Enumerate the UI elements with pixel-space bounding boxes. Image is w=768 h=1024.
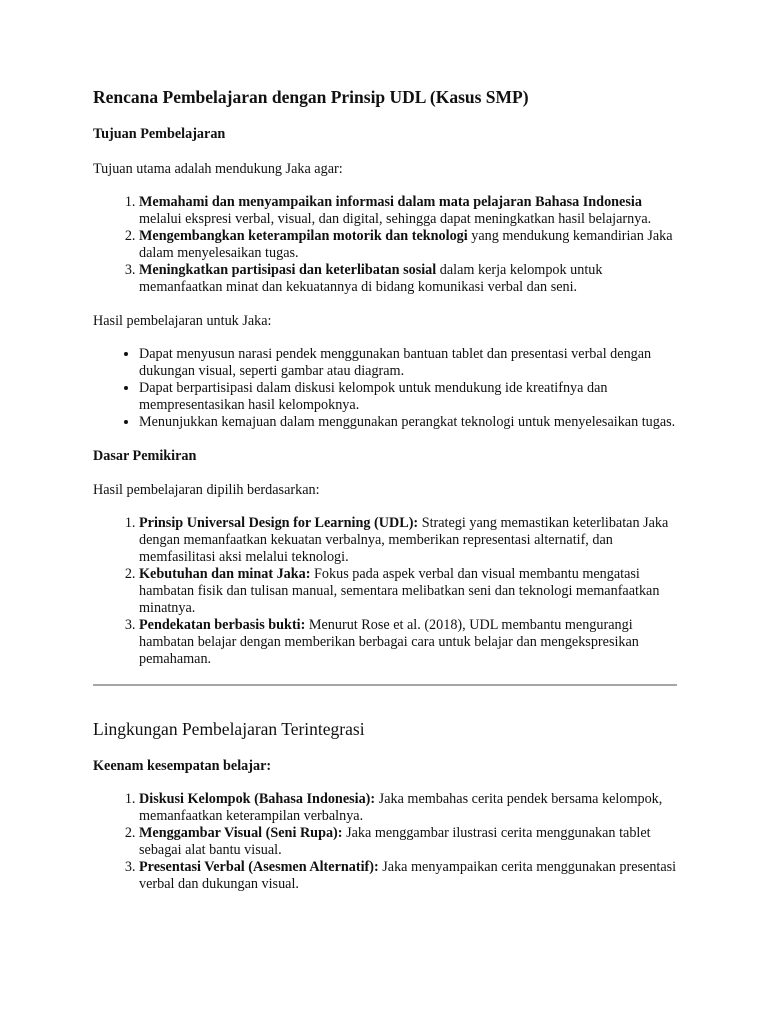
list-item: • Menunjukkan kemajuan dalam menggunakan perangkat teknologi untuk menyelesaikan tugas. [139,414,677,431]
tujuan-intro: Tujuan utama adalah mendukung Jaka agar: [93,161,343,177]
tujuan-list [93,194,677,296]
dasar-intro: Hasil pembelajaran dipilih berdasarkan: [93,482,320,498]
item-bold: Menggambar Visual (Seni Rupa): [139,825,343,841]
dasar-list [93,515,677,668]
hasil-intro: Hasil pembelajaran untuk Jaka: [93,313,272,329]
item-bold: Memahami dan menyampaikan informasi dalam mata pelajaran Bahasa Indonesia [139,194,642,210]
hasil-list [93,346,677,431]
list-item [139,617,677,668]
heading-kesempatan: Keenam kesempatan belajar: [93,758,272,774]
item-bold: Prinsip Universal Design for Learning (UDL): [139,515,419,531]
item-bold: Presentasi Verbal (Asesmen Alternatif): [139,859,379,875]
item-text: Jaka menggambar ilustrasi cerita menggunakan tablet sebagai alat bantu visual. [139,825,651,858]
item-bold: Pendekatan berbasis bukti: [139,617,306,633]
heading-dasar: Dasar Pemikiran [93,448,197,464]
list-item [139,515,677,566]
item-text: Fokus pada aspek verbal dan visual membantu mengatasi hambatan fisik dan tulisan manual, sementara melibatkan seni dan teknologi memanfaatkan minatnya. [139,566,660,616]
item-text: yang mendukung kemandirian Jaka dalam menyelesaikan tugas. [139,228,673,261]
list-item [139,825,677,859]
item-bold: Kebutuhan dan minat Jaka: [139,566,311,582]
list-item [139,262,677,296]
item-text: dalam kerja kelompok untuk memanfaatkan minat dan kekuatannya di bidang komunikasi verbal dan seni. [139,262,603,295]
item-text: Strategi yang memastikan keterlibatan Jaka dengan memanfaatkan kekuatan verbalnya, memberikan representasi alternatif, dan memfasilitasi aksi melalui teknologi. [139,515,669,565]
list-item [139,791,677,825]
item-bold: Meningkatkan partisipasi dan keterlibatan sosial [139,262,437,278]
list-item [139,859,677,893]
item-bold: Mengembangkan keterampilan motorik dan teknologi [139,228,468,244]
item-text: Jaka menyampaikan cerita menggunakan presentasi verbal dan dukungan visual. [139,859,677,892]
heading-tujuan: Tujuan Pembelajaran [93,126,226,142]
document-page [93,86,677,909]
list-item: • Dapat berpartisipasi dalam diskusi kelompok untuk mendukung ide kreatifnya dan mempresentasikan hasil kelompoknya. [139,380,677,414]
list-item: • Dapat menyusun narasi pendek menggunakan bantuan tablet dan presentasi verbal dengan dukungan visual, seperti gambar atau diagram. [139,346,677,380]
list-item [139,194,677,228]
section-title: Lingkungan Pembelajaran Terintegrasi [93,719,365,739]
item-text: Menurut Rose et al. (2018), UDL membantu mengurangi hambatan belajar dengan memberikan berbagai cara untuk belajar dan mengekspresikan pemahaman. [139,617,639,667]
horizontal-divider [93,684,677,686]
item-text: Jaka membahas cerita pendek bersama kelompok, memanfaatkan keterampilan verbalnya. [139,791,663,824]
document-title: Rencana Pembelajaran dengan Prinsip UDL (Kasus SMP) [93,87,529,107]
list-item [139,566,677,617]
kesempatan-list [93,791,677,893]
item-text: melalui ekspresi verbal, visual, dan digital, sehingga dapat meningkatkan hasil belajarnya. [139,211,652,227]
list-item [139,228,677,262]
item-bold: Diskusi Kelompok (Bahasa Indonesia): [139,791,376,807]
